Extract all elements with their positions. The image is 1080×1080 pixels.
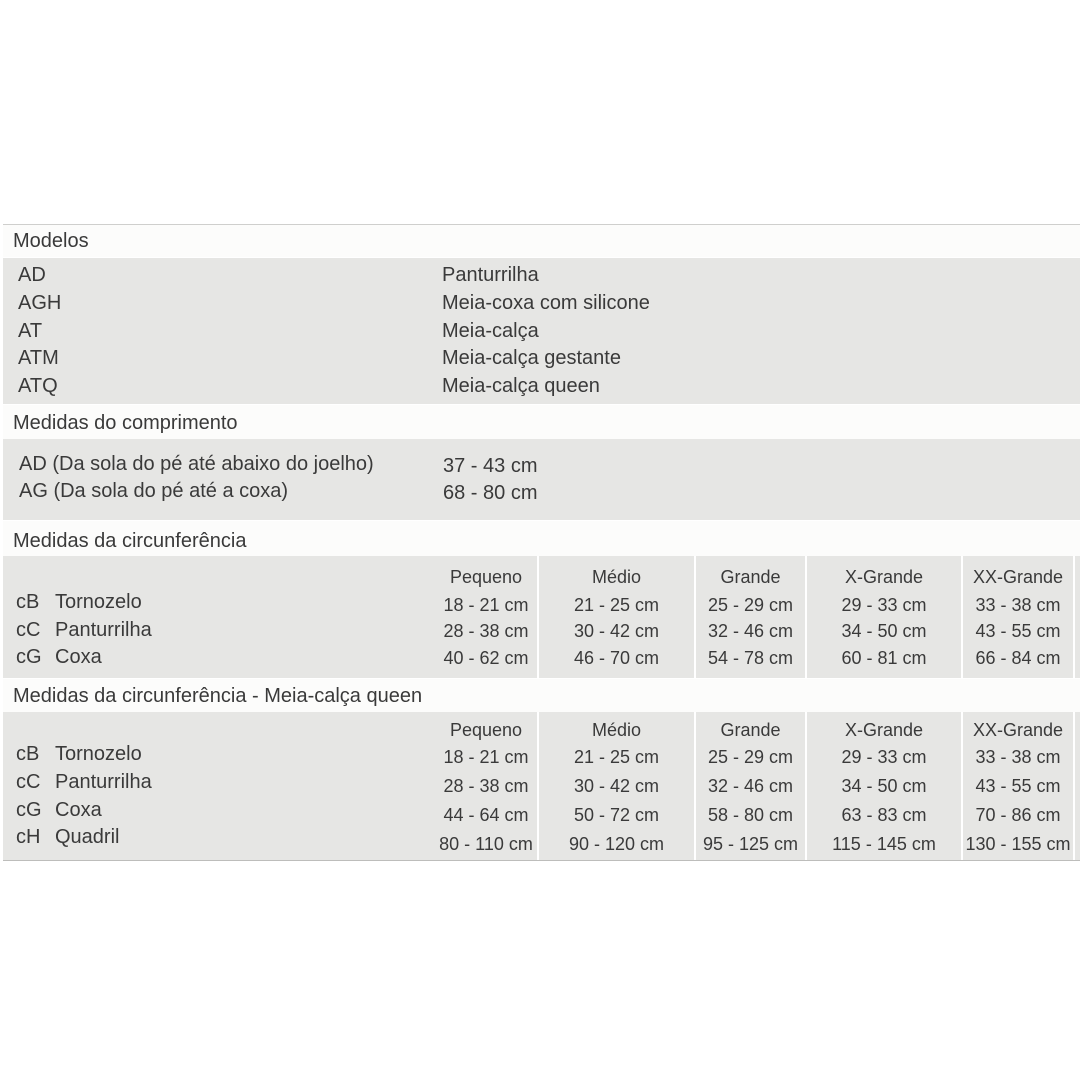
- size-value: 32 - 46 cm: [707, 621, 794, 641]
- measure-label: Panturrilha: [55, 771, 152, 793]
- modelos-panel: [3, 258, 1080, 404]
- length-value: 37 - 43 cm: [443, 455, 538, 477]
- measure-label: Panturrilha: [55, 619, 152, 641]
- size-value: 43 - 55 cm: [975, 621, 1061, 641]
- measure-label: Coxa: [55, 646, 102, 668]
- model-code: AGH: [18, 292, 62, 314]
- size-value: 66 - 84 cm: [975, 648, 1061, 668]
- size-value: 80 - 110 cm: [439, 834, 533, 854]
- size-value: 34 - 50 cm: [841, 776, 927, 796]
- size-header: Pequeno: [449, 567, 523, 587]
- length-value: 68 - 80 cm: [443, 482, 538, 504]
- measure-code: cB: [16, 743, 40, 765]
- size-value: 34 - 50 cm: [841, 621, 927, 641]
- model-name: Meia-coxa com silicone: [442, 292, 650, 314]
- size-header: X-Grande: [844, 567, 924, 587]
- circunferencia-panel: [3, 556, 1080, 678]
- modelos-title: Modelos: [13, 230, 89, 252]
- measure-label: Coxa: [55, 799, 102, 821]
- model-code: AD: [18, 264, 46, 286]
- size-value: 32 - 46 cm: [707, 776, 794, 796]
- size-value: 95 - 125 cm: [702, 834, 799, 854]
- size-value: 70 - 86 cm: [975, 805, 1061, 825]
- measure-label: Tornozelo: [55, 743, 142, 765]
- model-name: Meia-calça queen: [442, 375, 600, 397]
- size-value: 44 - 64 cm: [443, 805, 529, 825]
- size-value: 33 - 38 cm: [975, 595, 1061, 615]
- circunferencia-title: Medidas da circunferência: [13, 530, 247, 552]
- size-value: 30 - 42 cm: [573, 621, 660, 641]
- model-code: AT: [18, 320, 43, 342]
- size-header: XX-Grande: [972, 567, 1064, 587]
- measure-code: cH: [16, 826, 41, 848]
- size-value: 50 - 72 cm: [573, 805, 660, 825]
- column-divider: [1073, 712, 1075, 860]
- size-value: 18 - 21 cm: [443, 595, 529, 615]
- column-divider: [1073, 556, 1075, 678]
- size-value: 54 - 78 cm: [707, 648, 794, 668]
- size-value: 21 - 25 cm: [573, 747, 660, 767]
- size-value: 115 - 145 cm: [832, 834, 936, 854]
- size-value: 40 - 62 cm: [443, 648, 529, 668]
- model-code: ATM: [18, 347, 59, 369]
- size-value: 30 - 42 cm: [573, 776, 660, 796]
- size-value: 28 - 38 cm: [443, 621, 529, 641]
- queen-header: [3, 679, 1080, 712]
- model-name: Panturrilha: [442, 264, 539, 286]
- size-header: XX-Grande: [972, 720, 1064, 740]
- size-value: 29 - 33 cm: [841, 595, 927, 615]
- size-header: Grande: [720, 720, 781, 740]
- comprimento-header: [3, 405, 1080, 439]
- measure-code: cC: [16, 771, 41, 793]
- queen-title: Medidas da circunferência - Meia-calça queen: [13, 685, 423, 707]
- size-value: 29 - 33 cm: [841, 747, 927, 767]
- model-code: ATQ: [18, 375, 58, 397]
- measure-code: cG: [16, 646, 42, 668]
- length-label: AG (Da sola do pé até a coxa): [19, 480, 289, 502]
- size-value: 33 - 38 cm: [975, 747, 1061, 767]
- model-name: Meia-calça: [442, 320, 539, 342]
- measure-label: Quadril: [55, 826, 120, 848]
- size-value: 63 - 83 cm: [841, 805, 927, 825]
- bottom-divider: [3, 860, 1080, 861]
- modelos-header: [3, 225, 1080, 257]
- size-value: 130 - 155 cm: [965, 834, 1071, 854]
- queen-panel: [3, 712, 1080, 860]
- size-value: 25 - 29 cm: [707, 747, 794, 767]
- comprimento-title: Medidas do comprimento: [13, 412, 238, 434]
- size-value: 90 - 120 cm: [568, 834, 665, 854]
- size-header: Pequeno: [449, 720, 523, 740]
- size-value: 21 - 25 cm: [573, 595, 660, 615]
- comprimento-panel: [3, 439, 1080, 520]
- measure-code: cG: [16, 799, 42, 821]
- size-header: Médio: [591, 720, 642, 740]
- measure-code: cB: [16, 591, 40, 613]
- size-value: 60 - 81 cm: [841, 648, 927, 668]
- model-name: Meia-calça gestante: [442, 347, 621, 369]
- size-value: 28 - 38 cm: [443, 776, 529, 796]
- size-header: Grande: [720, 567, 781, 587]
- measure-label: Tornozelo: [55, 591, 142, 613]
- size-value: 25 - 29 cm: [707, 595, 794, 615]
- size-value: 43 - 55 cm: [975, 776, 1061, 796]
- length-label: AD (Da sola do pé até abaixo do joelho): [19, 453, 374, 475]
- size-value: 58 - 80 cm: [707, 805, 794, 825]
- size-header: Médio: [591, 567, 642, 587]
- measure-code: cC: [16, 619, 41, 641]
- circunferencia-header: [3, 521, 1080, 556]
- size-header: X-Grande: [844, 720, 924, 740]
- size-value: 18 - 21 cm: [443, 747, 529, 767]
- size-value: 46 - 70 cm: [573, 648, 660, 668]
